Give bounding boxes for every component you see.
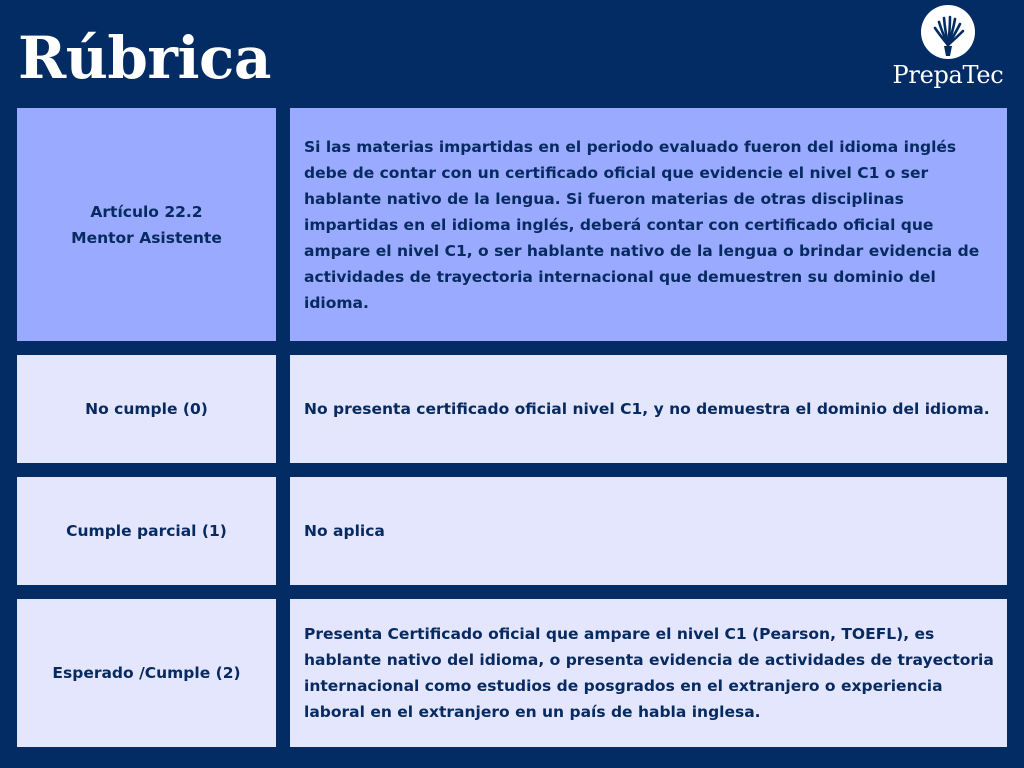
rubric-description: No aplica <box>304 522 385 540</box>
rubric-level-cell <box>17 477 276 585</box>
rubric-level-cell <box>17 599 276 747</box>
page-title: Rúbrica <box>18 24 271 92</box>
logo-text: PrepaTec <box>892 61 1004 89</box>
rubric-header-description: Si las materias impartidas en el periodo evaluado fueron del idioma inglés debe de contar con un certificado oficial que evidencie el nivel C1 o ser hablante nativo de la lengua. Si fueron materias de otras disciplinas impartidas en el idioma inglés, deberá contar con certificado oficial que ampare el nivel C1, o ser hablante nativo de la lengua o brindar evidencia de actividades de trayectoria internacional que demuestren su dominio del idioma. <box>304 137 980 312</box>
rubric-description-cell <box>290 599 1007 747</box>
torch-flame-icon <box>920 4 976 60</box>
rubric-description-cell <box>290 355 1007 463</box>
role-label: Mentor Asistente <box>71 228 222 247</box>
rubric-description-cell <box>290 477 1007 585</box>
prepatec-logo <box>880 4 1016 96</box>
rubric-level-label: No cumple (0) <box>85 400 208 418</box>
rubric-level-label: Cumple parcial (1) <box>66 522 227 540</box>
rubric-description: No presenta certificado oficial nivel C1, y no demuestra el dominio del idioma. <box>304 400 990 418</box>
rubric-level-label: Esperado /Cumple (2) <box>52 664 241 682</box>
rubric-header-description-cell <box>290 108 1007 341</box>
rubric-header-label <box>17 108 276 341</box>
rubric-description: Presenta Certificado oficial que ampare el nivel C1 (Pearson, TOEFL), es hablante nativo del idioma, o presenta evidencia de actividades de trayectoria internacional como estudios de posgrados en el extranjero o experiencia laboral en el extranjero en un país de habla inglesa. <box>304 625 994 721</box>
rubric-level-cell <box>17 355 276 463</box>
article-label: Artículo 22.2 <box>90 202 203 221</box>
